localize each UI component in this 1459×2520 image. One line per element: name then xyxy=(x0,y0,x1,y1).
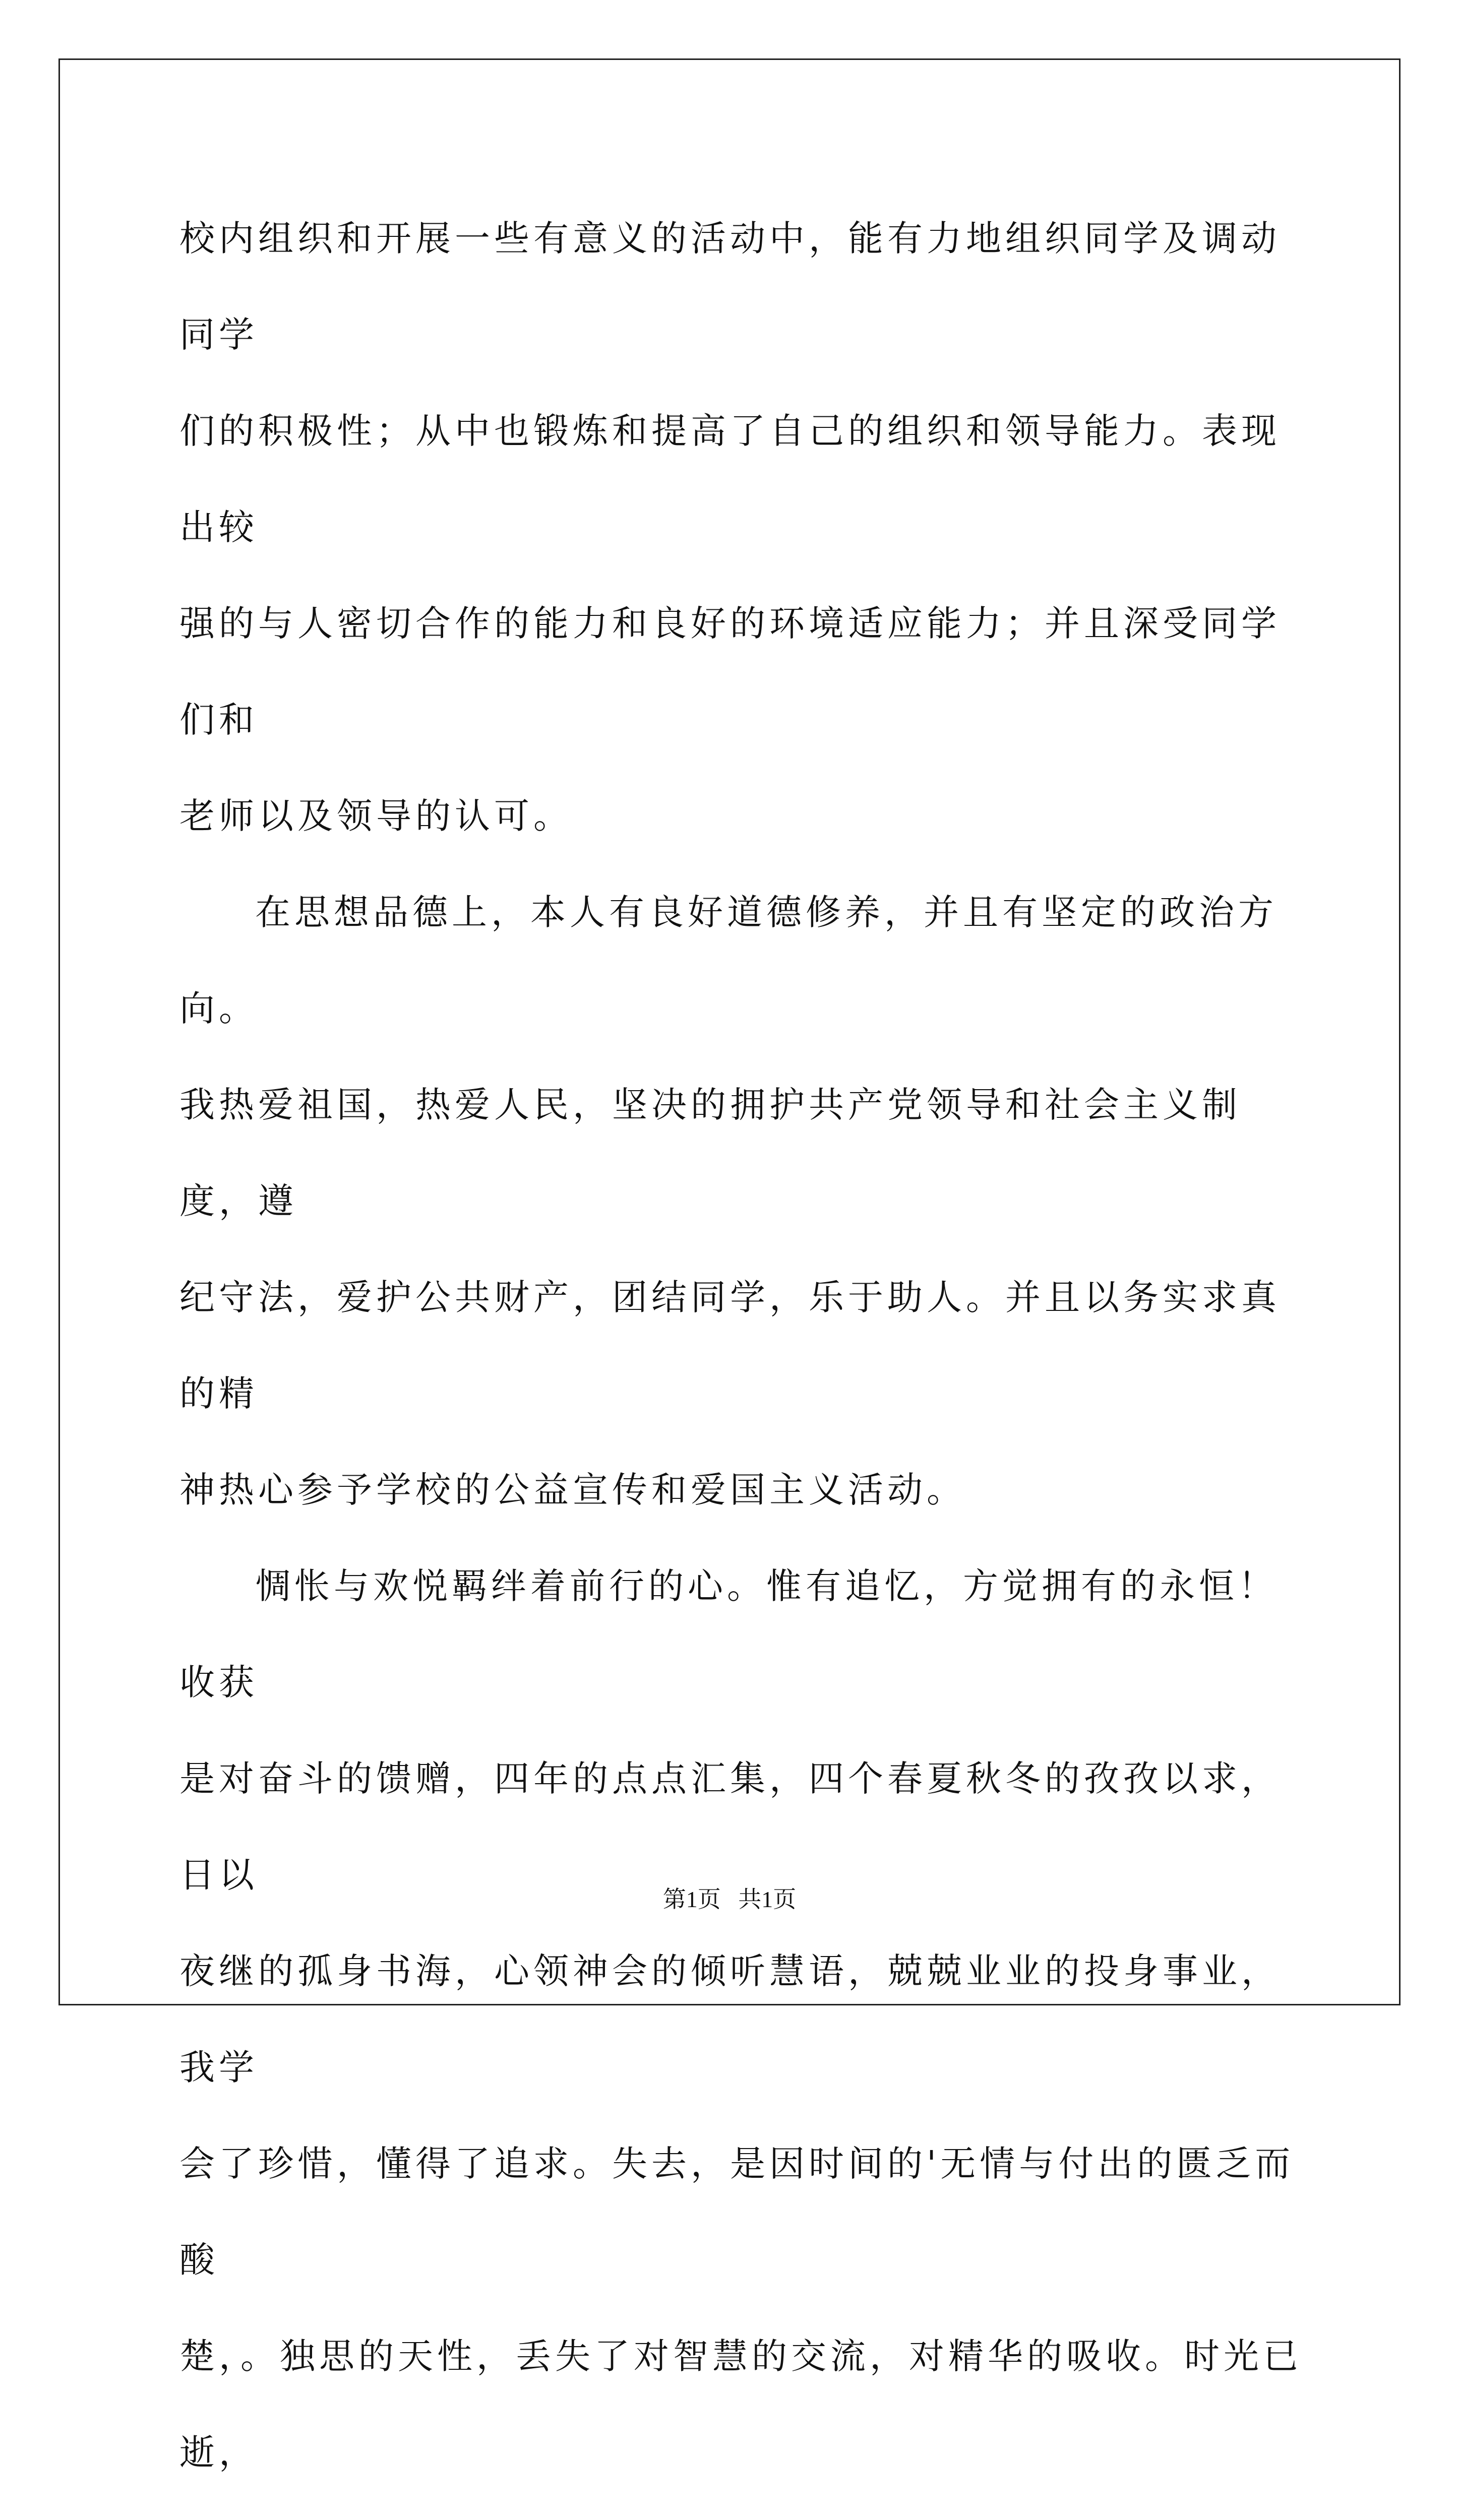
text-line: 们的积极性；从中也锻炼和提高了自己的组织和领导能力。表现出较 xyxy=(179,410,1281,548)
text-line: 我热爱祖国，热爱人民，坚决的拥护共产党领导和社会主义制度，遵 xyxy=(179,1084,1241,1222)
text-line: 楚，。独思的天性，丢失了对智慧的交流，对精华的吸收。时光已逝， xyxy=(179,2336,1302,2473)
text-line: 老师以及领导的认可。 xyxy=(179,795,573,837)
text-line: 神热心参予学校的公益宣传和爱国主义活动。 xyxy=(179,1469,966,1510)
text-line: 在思想品德上，本人有良好道德修养，并且有坚定的政治方向。 xyxy=(179,892,1278,1029)
text-line: 纪守法，爱护公共财产，团结同学，乐于助人。并且以务实求真的精 xyxy=(179,1277,1281,1414)
text-line: 会了珍惜，懂得了追求。失去，是因时间的'无情与付出的匮乏而酸 xyxy=(179,2143,1295,2281)
paragraph-3 xyxy=(179,1538,1309,2520)
page-number-footer: 第1页 共1页 xyxy=(662,1886,797,1912)
document-body xyxy=(179,191,1309,2520)
text-line: 强的与人密切合作的能力和良好的环境适应能力；并且深受同学们和 xyxy=(179,603,1281,740)
text-line: 惆怅与欢悦羁绊着前行的心。惟有追忆，方觉拥有的永恒！收获 xyxy=(179,1565,1278,1703)
text-line: 校内组织和开展一些有意义的活动中，能有力地组织同学及调动同学 xyxy=(179,218,1281,355)
paragraph-1 xyxy=(179,191,1309,864)
text-line: 夜继的孤身书海，心领神会的倾听慧语，兢兢业业的投身事业，我学 xyxy=(179,1950,1281,2088)
paragraph-2 xyxy=(179,864,1309,1538)
text-line: 是对奋斗的馈赠，四年的点点汇集，四个春夏秋冬的孜孜以求，日以 xyxy=(179,1758,1281,1896)
